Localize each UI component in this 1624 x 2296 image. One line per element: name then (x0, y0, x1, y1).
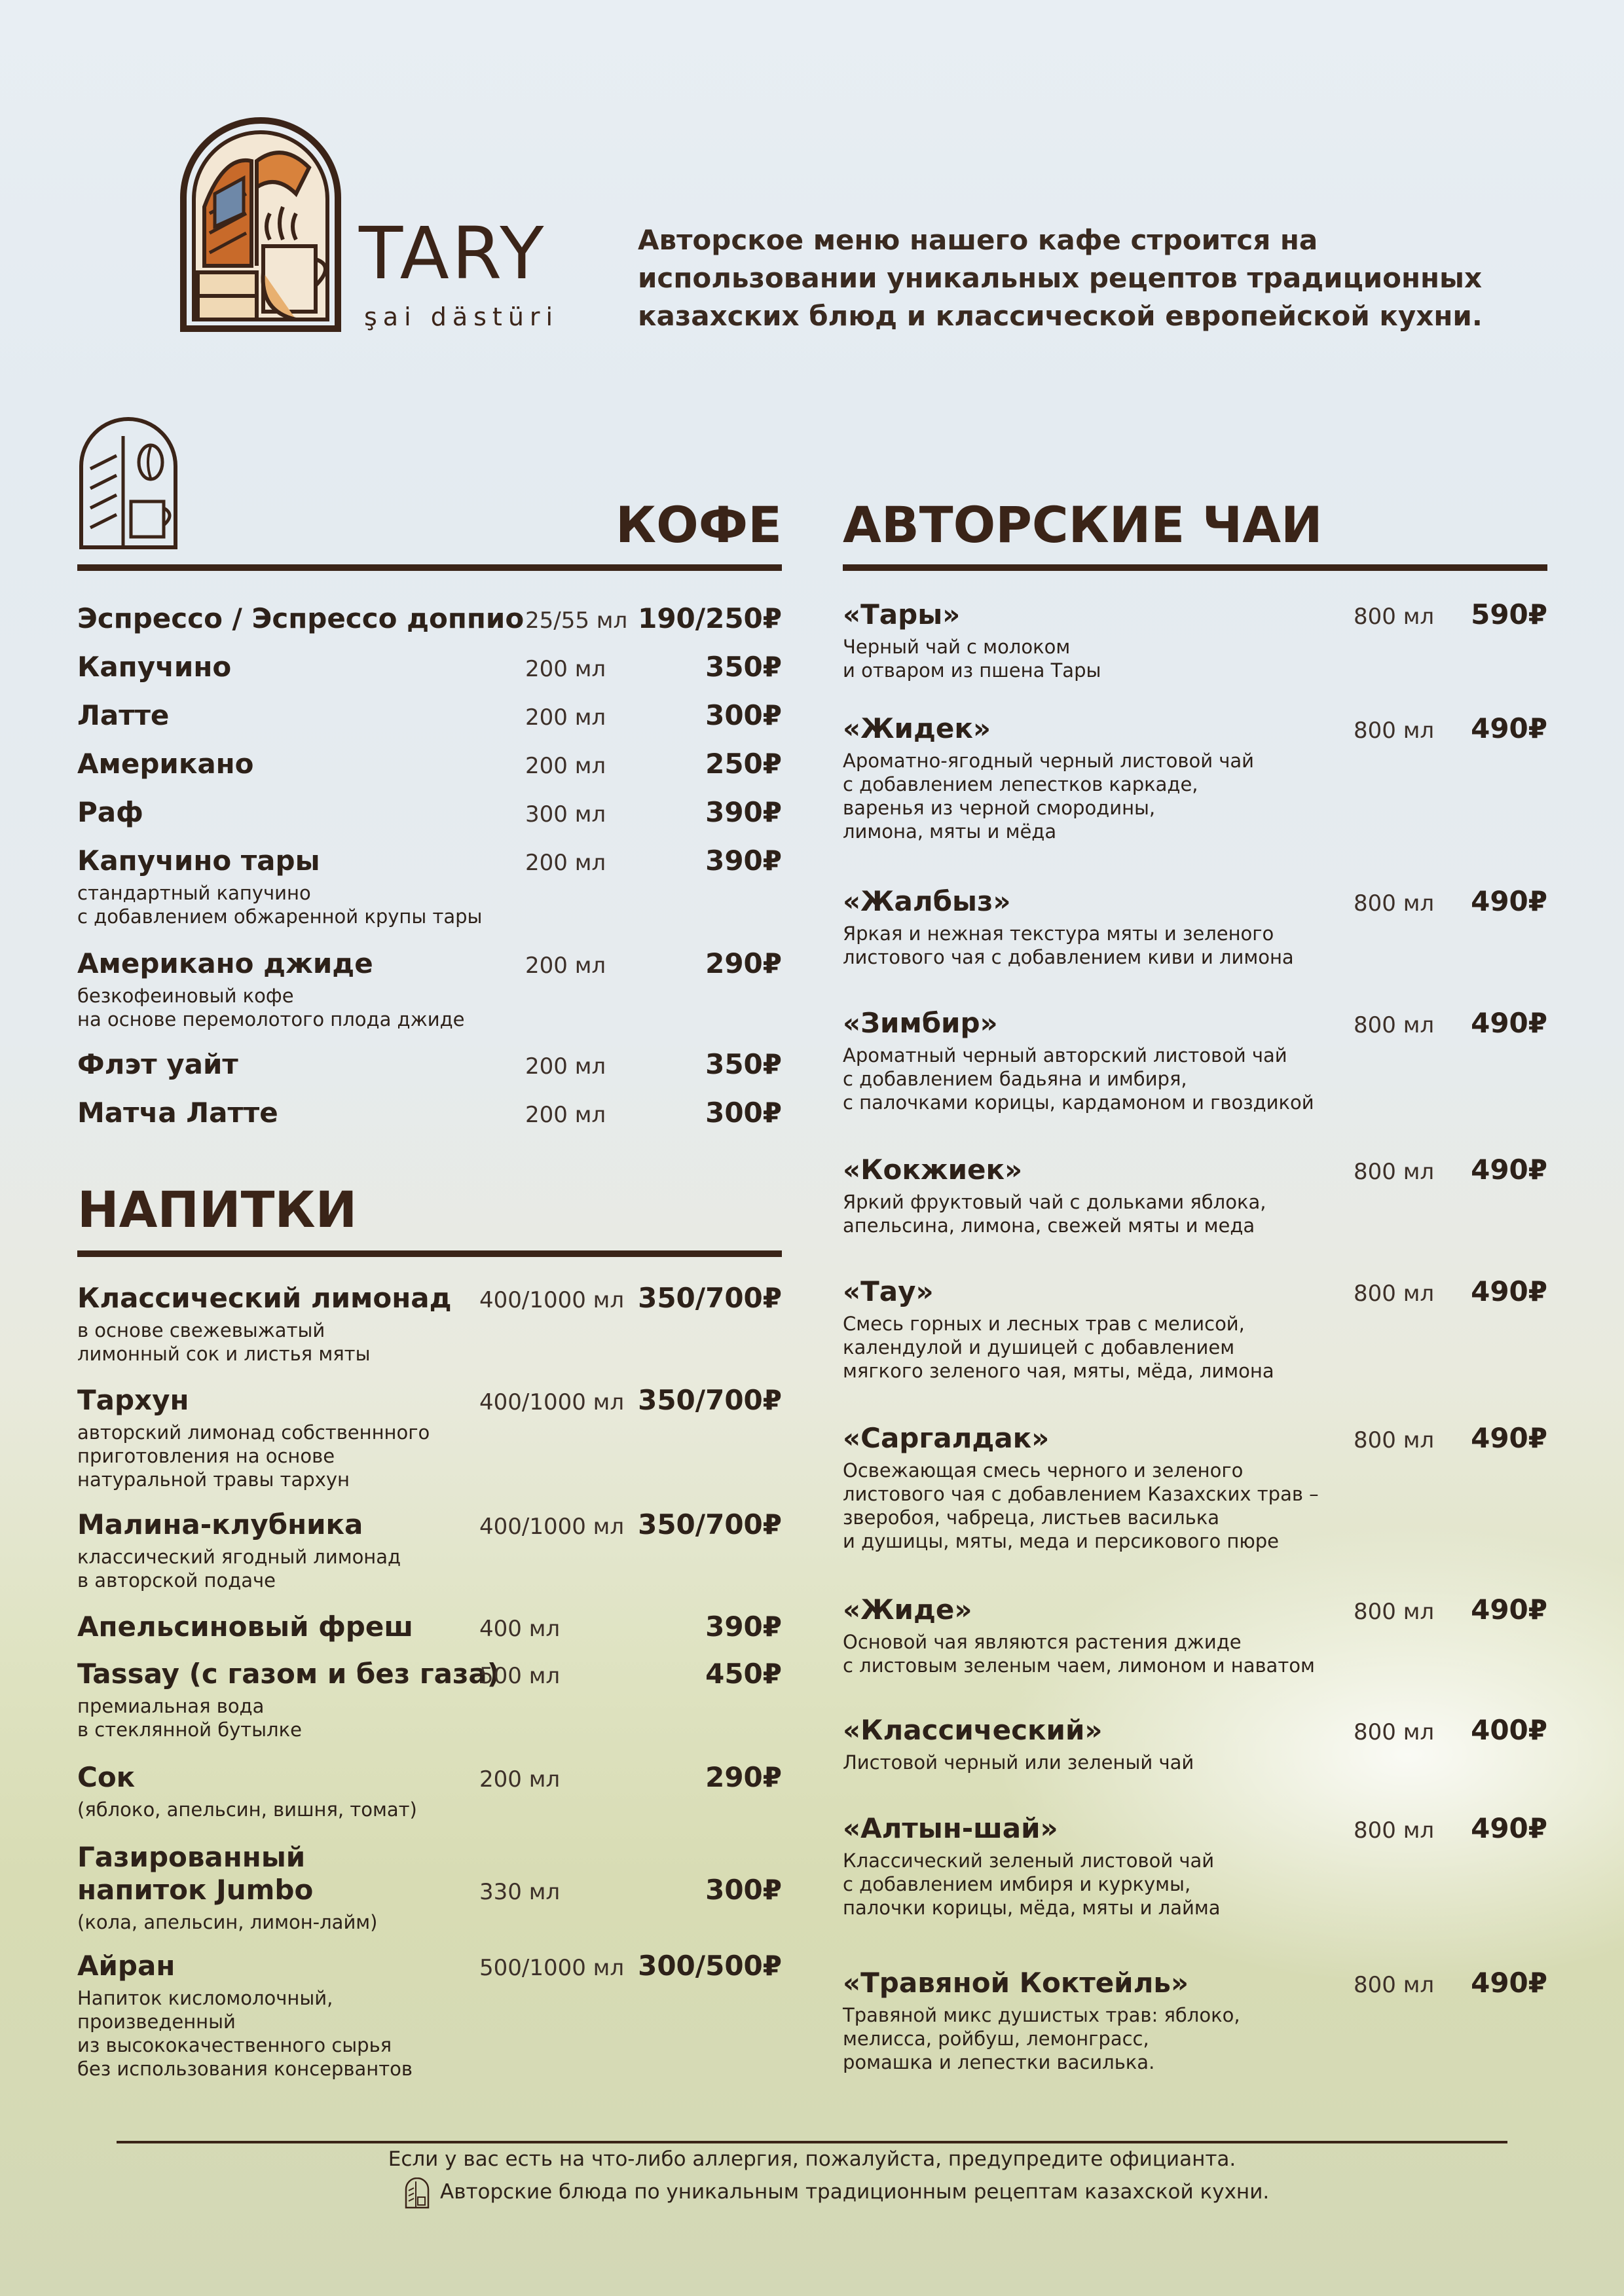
item-name: Малина-клубника (77, 1508, 363, 1540)
item-price: 490₽ (1471, 1007, 1547, 1039)
item-volume: 200 мл (525, 753, 606, 779)
item-name: Капучино тары (77, 845, 320, 877)
item-volume: 400/1000 мл (479, 1287, 625, 1313)
item-name: Эспрессо / Эспрессо доппио (77, 602, 525, 634)
item-name: Газированный напиток Jumbo (77, 1841, 314, 1906)
item-volume: 800 мл (1354, 1159, 1435, 1185)
item-volume: 330 мл (479, 1879, 561, 1905)
item-description: Ароматно-ягодный черный листовой чай с добавлением лепестков каркаде, варенья из черной смородины, лимона, мяты и мёда (843, 750, 1255, 843)
item-volume: 800 мл (1354, 1972, 1435, 1998)
item-volume: 800 мл (1354, 1817, 1435, 1844)
item-price: 300₽ (705, 699, 782, 731)
item-name: Раф (77, 796, 143, 828)
item-name: Американо джиде (77, 947, 373, 979)
item-description: Основой чая являются растения джиде с листовым зеленым чаем, лимоном и наватом (843, 1631, 1315, 1677)
item-volume: 25/55 мл (525, 608, 628, 634)
item-name: Матча Латте (77, 1097, 278, 1129)
item-price: 490₽ (1471, 712, 1547, 744)
item-description: Травяной микс душистых трав: яблоко, мелисса, ройбуш, лемонграсс, ромашка и лепестки василька. (843, 2004, 1240, 2073)
item-price: 190/250₽ (638, 602, 782, 634)
item-price: 350/700₽ (638, 1508, 782, 1540)
item-description: премиальная вода в стеклянной бутылке (77, 1695, 302, 1741)
item-name: «Жидек» (843, 712, 991, 744)
item-volume: 800 мл (1354, 604, 1435, 630)
item-name: «Травяной Коктейль» (843, 1967, 1189, 1999)
item-name: Тархун (77, 1384, 189, 1416)
item-volume: 800 мл (1354, 1719, 1435, 1745)
tary-logo-icon (178, 115, 343, 334)
item-description: Смесь горных и лесных трав с мелисой, календулой и душицей с добавлением мягкого зеленого чая, мяты, мёда, лимона (843, 1313, 1274, 1382)
item-description: в основе свежевыжатый лимонный сок и листья мяты (77, 1319, 371, 1365)
item-price: 250₽ (705, 748, 782, 780)
item-price: 490₽ (1471, 1967, 1547, 1999)
item-description: (яблоко, апельсин, вишня, томат) (77, 1798, 417, 1821)
drinks-divider (77, 1250, 782, 1257)
item-name: Американо (77, 748, 254, 780)
item-name: «Классический» (843, 1714, 1103, 1746)
item-description: классический ягодный лимонад в авторской подаче (77, 1546, 401, 1592)
item-price: 350/700₽ (638, 1282, 782, 1314)
item-price: 350₽ (705, 1048, 782, 1080)
item-price: 390₽ (705, 845, 782, 877)
item-volume: 400/1000 мл (479, 1514, 625, 1540)
footer-divider (117, 2141, 1507, 2143)
item-name: Классический лимонад (77, 1282, 452, 1314)
teas-divider (843, 564, 1547, 571)
item-volume: 800 мл (1354, 718, 1435, 744)
item-price: 290₽ (705, 1761, 782, 1793)
item-price: 350₽ (705, 651, 782, 683)
item-price: 300₽ (705, 1874, 782, 1906)
item-price: 350/700₽ (638, 1384, 782, 1416)
item-volume: 800 мл (1354, 1427, 1435, 1453)
item-name: «Саргалдак» (843, 1422, 1050, 1454)
item-description: безкофеиновый кофе на основе перемолотого плода джиде (77, 985, 465, 1030)
item-description: стандартный капучино с добавлением обжаренной крупы тары (77, 882, 483, 928)
item-price: 300/500₽ (638, 1950, 782, 1982)
item-volume: 200 мл (479, 1766, 561, 1793)
item-description: Классический зеленый листовой чай с добавлением имбиря и куркумы, палочки корицы, мёда, мяты и лайма (843, 1850, 1221, 1919)
item-name: Айран (77, 1950, 175, 1982)
item-volume: 200 мл (525, 1053, 606, 1080)
item-price: 490₽ (1471, 885, 1547, 917)
item-name: «Кокжиек» (843, 1154, 1023, 1186)
item-price: 490₽ (1471, 1154, 1547, 1186)
teas-section-title: АВТОРСКИЕ ЧАИ (843, 496, 1323, 554)
coffee-section-icon (77, 416, 179, 551)
item-price: 290₽ (705, 947, 782, 979)
item-name: Сок (77, 1761, 136, 1793)
item-description: Ароматный черный авторский листовой чай с добавлением бадьяна и имбиря, с палочками корицы, кардамоном и гвоздикой (843, 1044, 1314, 1114)
item-description: Черный чай с молоком и отваром из пшена Тары (843, 636, 1101, 682)
item-price: 450₽ (705, 1658, 782, 1690)
item-name: Tassay (с газом и без газа) (77, 1658, 500, 1690)
item-volume: 800 мл (1354, 1012, 1435, 1038)
item-volume: 200 мл (525, 704, 606, 731)
item-volume: 200 мл (525, 850, 606, 876)
drinks-section-title: НАПИТКИ (77, 1180, 358, 1239)
item-name: «Алтын-шай» (843, 1812, 1058, 1844)
item-price: 390₽ (705, 796, 782, 828)
brand-subtitle: şai dästüri (364, 302, 559, 331)
item-name: Капучино (77, 651, 232, 683)
item-volume: 300 мл (525, 801, 606, 828)
item-volume: 200 мл (525, 656, 606, 682)
item-name: Флэт уайт (77, 1048, 238, 1080)
item-price: 390₽ (705, 1611, 782, 1643)
item-volume: 500 мл (479, 1663, 561, 1689)
item-price: 590₽ (1471, 598, 1547, 630)
signature-note: Авторские блюда по уникальным традиционным рецептам казахской кухни. (440, 2180, 1270, 2204)
item-price: 490₽ (1471, 1594, 1547, 1626)
coffee-divider (77, 564, 782, 571)
item-description: Яркий фруктовый чай с дольками яблока, апельсина, лимона, свежей мяты и меда (843, 1191, 1266, 1237)
item-price: 300₽ (705, 1097, 782, 1129)
item-volume: 800 мл (1354, 1599, 1435, 1625)
item-name: «Тау» (843, 1275, 934, 1307)
item-volume: 400/1000 мл (479, 1389, 625, 1415)
item-volume: 800 мл (1354, 890, 1435, 917)
coffee-section-title: КОФЕ (615, 496, 782, 554)
item-volume: 200 мл (525, 953, 606, 979)
item-price: 490₽ (1471, 1275, 1547, 1307)
item-description: Напиток кисломолочный, произведенный из высококачественного сырья без использования консервантов (77, 1987, 413, 2080)
item-description: Освежающая смесь черного и зеленого листового чая с добавлением Казахских трав – зверобоя, чабреца, листьев василька и душицы, мяты, меда и персикового пюре (843, 1459, 1319, 1552)
item-price: 490₽ (1471, 1812, 1547, 1844)
item-volume: 800 мл (1354, 1281, 1435, 1307)
item-description: Листовой черный или зеленый чай (843, 1751, 1194, 1774)
allergy-note: Если у вас есть на что-либо аллергия, пожалуйста, предупредите официанта. (388, 2147, 1236, 2171)
item-price: 400₽ (1471, 1714, 1547, 1746)
item-name: «Жалбыз» (843, 885, 1011, 917)
item-name: «Тары» (843, 598, 961, 630)
item-name: Апельсиновый фреш (77, 1611, 413, 1643)
item-description: (кола, апельсин, лимон-лайм) (77, 1911, 378, 1933)
item-volume: 500/1000 мл (479, 1955, 625, 1981)
brand-name: TARY (359, 211, 547, 295)
item-name: Латте (77, 699, 170, 731)
item-price: 490₽ (1471, 1422, 1547, 1454)
item-description: Яркая и нежная текстура мяты и зеленого листового чая с добавлением киви и лимона (843, 922, 1294, 968)
item-volume: 400 мл (479, 1616, 561, 1642)
item-volume: 200 мл (525, 1102, 606, 1128)
signature-dish-icon (405, 2178, 430, 2209)
intro-text: Авторское меню нашего кафе строится на использовании уникальных рецептов традиционных казахских блюд и классической европейской кухни. (638, 224, 1483, 332)
item-description: авторский лимонад собственнного приготовления на основе натуральной травы тархун (77, 1421, 430, 1491)
item-name: «Зимбир» (843, 1007, 998, 1039)
item-name: «Жиде» (843, 1594, 972, 1626)
